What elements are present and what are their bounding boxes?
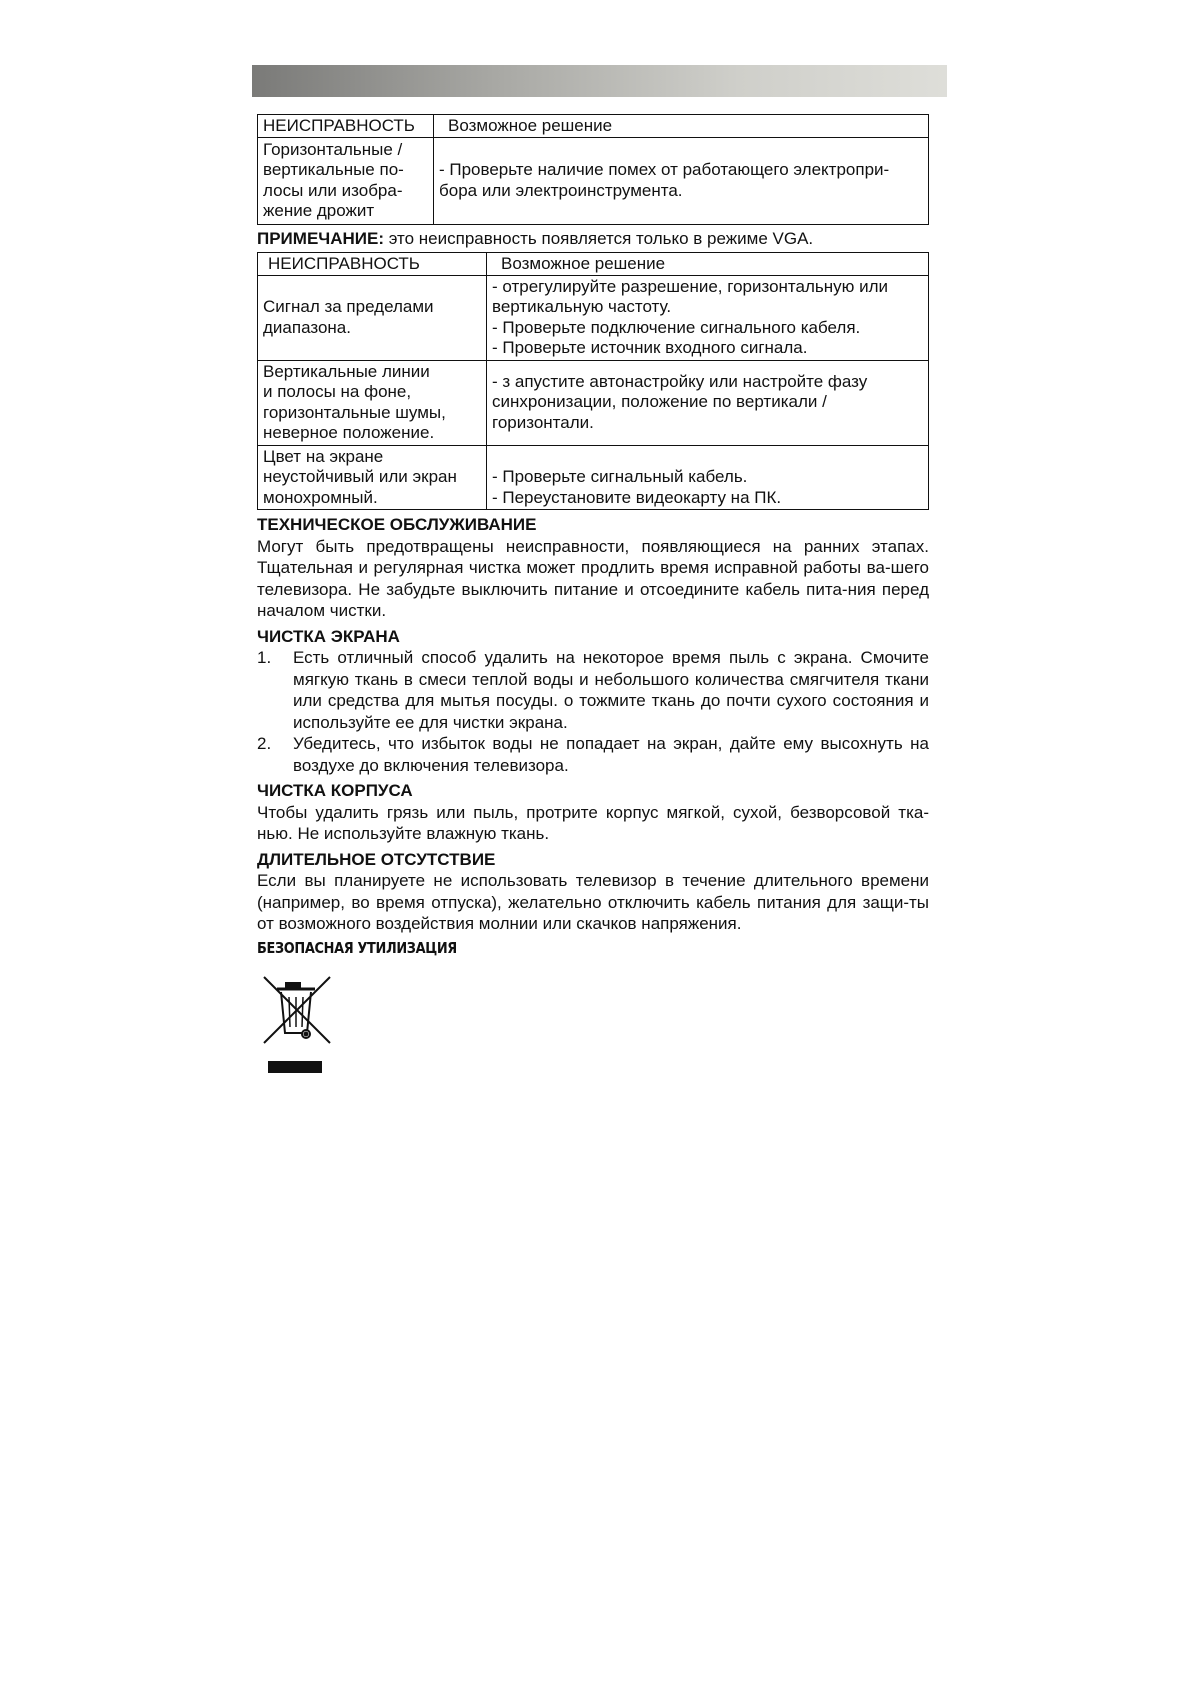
header-solution: Возможное решение (434, 115, 929, 138)
table-header-row (258, 115, 929, 138)
table-header-row (258, 253, 929, 276)
problem-cell: Вертикальные линии и полосы на фоне, горизонтальные шумы, неверное положение. (258, 360, 487, 445)
note-text: это неисправность появляется только в режиме VGA. (384, 228, 814, 248)
maintenance-title: ТЕХНИЧЕСКОЕ ОБСЛУЖИВАНИЕ (257, 515, 537, 534)
list-text: Есть отличный способ удалить на некоторое время пыль с экрана. Смочите мягкую ткань в смеси теплой воды и небольшого количества смягчителя ткани или средства для мытья посуды. о тожмите ткань до почти сухого состояния и используйте ее для чистки экрана. (293, 648, 929, 732)
solution-cell: - Проверьте сигнальный кабель. - Переустановите видеокарту на ПК. (487, 445, 929, 510)
table-row (258, 445, 929, 510)
header-problem: НЕИСПРАВНОСТЬ (258, 115, 434, 138)
problem-cell: Цвет на экране неустойчивый или экран монохромный. (258, 445, 487, 510)
table-row (258, 137, 929, 224)
solution-cell: - Проверьте наличие помех от работающего электропри- бора или электроинструмента. (434, 137, 929, 224)
list-text: Убедитесь, что избыток воды не попадает на экран, дайте ему высохнуть на воздухе до включения телевизора. (293, 734, 929, 775)
table-row (258, 275, 929, 360)
screen-cleaning-list (257, 647, 929, 776)
solution-cell: - з апустите автонастройку или настройте фазу синхронизации, положение по вертикали / горизонтали. (487, 360, 929, 445)
problem-cell: Сигнал за пределами диапазона. (258, 275, 487, 360)
crossed-out-bin-icon (260, 975, 332, 1075)
list-number: 1. (257, 648, 272, 667)
list-item (257, 733, 929, 776)
absence-title: ДЛИТЕЛЬНОЕ ОТСУТСТВИЕ (257, 849, 496, 869)
solution-cell: - отрегулируйте разрешение, горизонтальную или вертикальную частоту. - Проверьте подключение сигнального кабеля. - Проверьте источник входного сигнала. (487, 275, 929, 360)
disposal-title: БЕЗОПАСНАЯ УТИЛИЗАЦИЯ (257, 938, 457, 957)
header-problem: НЕИСПРАВНОСТЬ (258, 253, 487, 276)
list-number: 2. (257, 734, 272, 753)
header-solution: Возможное решение (487, 253, 929, 276)
absence-text: Если вы планируете не использовать телевизор в течение длительного времени (например, во время отпуска), желательно отключить кабель питания для защи-ты от возможного воздействия молнии или скачков напряжения. (257, 871, 929, 933)
table-row (258, 360, 929, 445)
problem-cell: Горизонтальные / вертикальные по- лосы или изобра- жение дрожит (258, 137, 434, 224)
list-item (257, 647, 929, 733)
troubleshooting-table-1 (257, 114, 929, 225)
case-cleaning-text: Чтобы удалить грязь или пыль, протрите корпус мягкой, сухой, безворсовой тка-нью. Не используйте влажную ткань. (257, 802, 929, 843)
note-label: ПРИМЕЧАНИЕ: (257, 228, 384, 248)
screen-cleaning-title: ЧИСТКА ЭКРАНА (257, 626, 400, 646)
vga-note (257, 228, 929, 250)
case-cleaning-title: ЧИСТКА КОРПУСА (257, 781, 413, 800)
header-gradient-band (252, 65, 947, 97)
troubleshooting-table-2 (257, 252, 929, 510)
maintenance-text: Могут быть предотвращены неисправности, появляющиеся на ранних этапах. Тщательная и регулярная чистка может продлить время исправной работы ва-шего телевизора. Не забудьте выключить питание и отсоедините кабель пита-ния перед началом чистки. (257, 536, 929, 620)
page-content (257, 114, 929, 959)
